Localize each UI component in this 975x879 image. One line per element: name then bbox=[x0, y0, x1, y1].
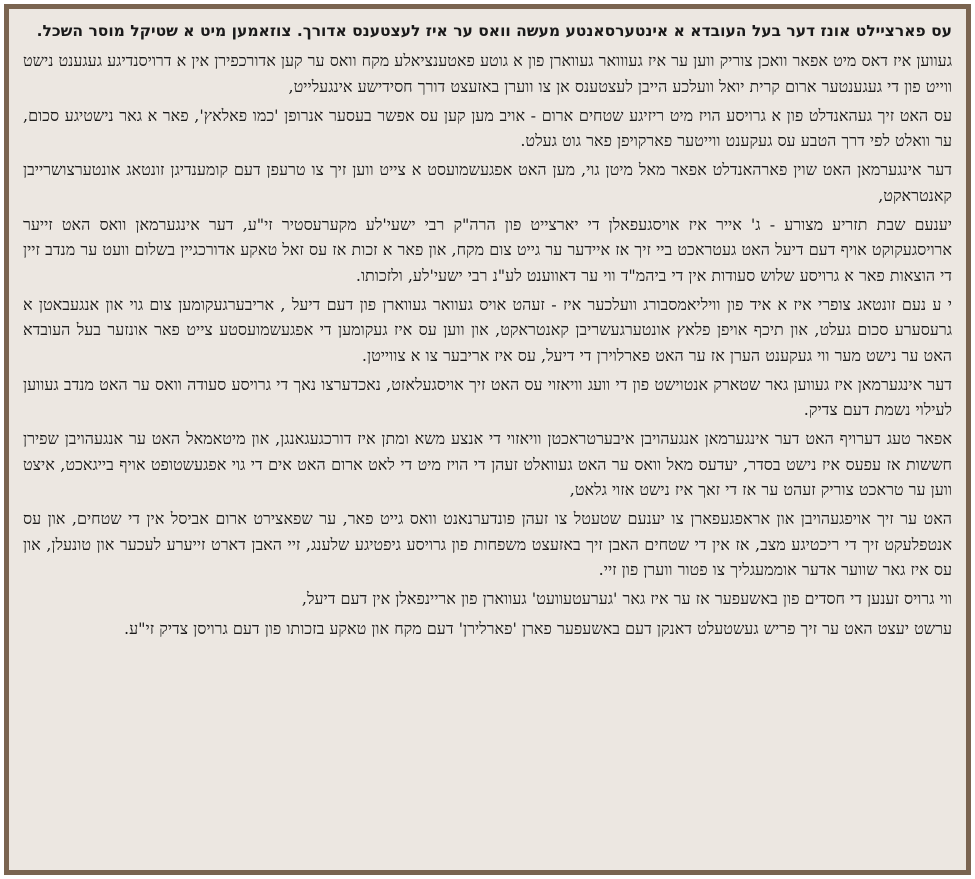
article-lead: עס פארציילט אונז דער בעל העובדא א אינטערסאנטע מעשה וואס ער איז לעצטענס אדורך. צוזאמען מיט א שטיקל מוסר השכל. bbox=[36, 22, 952, 40]
article-paragraph: אפאר טעג דערויף האט דער אינגערמאן אנגעהויבן איבערטראכטן וויאזוי די אנצע משא ומתן איז דורכגעגאנגן, און מיטאמאל האט ער אנגעהויבן שפירן חששות אז עפעס איז נישט בסדר, יעדעס מאל וואס ער האט געוואלט זעהן די הויז מיט די לאט ארום האט אים די גוי אפגעשטופט אויף בייגאכט, איצט ווען ער טראכט צוריק זעהט ער אז די זאך איז נישט אזוי גלאט, bbox=[23, 429, 952, 500]
article-paragraph: האט ער זיך אויפגעהויבן און אראפגעפארן צו יענעם שטעטל צו זעהן פונדערנאנט וואס גייט פאר, ער שפאצירט ארום אביסל אין די שטחים, און עס אנטפלעקט זיך די ריכטיגע מצב, אז אין די שטחים האבן זיך באזעצט משפחות פון גרויסע גיפטיגע שלענג, זיי האבן דארט זייערע לעכער און טונעלן, און עס איז גאר שווער אדער אוממעגליך צו פטור ווערן פון זיי. bbox=[23, 509, 952, 579]
article-paragraph: י ע נעם זונטאג צופרי איז א איד פון וויליאמסבורג וועלכער איז - זעהט אויס געוואר געווארן פון דעם דיעל , אריבערגעקומען צום גוי און אנגעבאטן א גרעסערע סכום געלט, און תיכף אויפן פלאץ אונטערגעשריבן קאנטראקט, און ווען עס איז געקומען די אפגעשמועסטע צייט פאר אונזער בעל העובדא האט ער נישט מער ווי געקענט הערן אז ער האט פארלוירן די דיעל, עס איז אריבער צו א צווייטן. bbox=[23, 294, 953, 365]
article-paragraph: יענעם שבת תזריע מצורע - ג' אייר איז אויסגעפאלן די יארצייט פון הרה"ק רבי ישעי'לע מקערעסטיר זי"ע, דער אינגערמאן וואס האט זייער ארויסגעקוקט אויף דעם דיעל האט געטראכט ביי זיך אז איידער ער גייט צום מקח, און פאר א זכות אז עס זאל טאקע אדורכגיין בשלום וועט ער מנדב זיין די הוצאות פאר א גרויסע שלוש סעודות אין די ביהמ"ד ווי ער דאווענט לע"נ רבי ישעי'לע, ולזכותו. bbox=[23, 215, 952, 285]
article-paragraph: געווען איז דאס מיט אפאר וואכן צוריק ווען ער איז געווואר געווארן פון א גוטע פאטענציאלע מקח וואס ער קען אדורכפירן אין א דרויסנדיגע געגענט נישט ווייט פון די געגענטער ארום קרית יואל וועלכע הייבן לעצטענס אן צו ווערן באזעצט דורך חסידישע אינגעלייט, bbox=[23, 51, 952, 96]
article-paragraph: ערשט יעצט האט ער זיך פריש געשטעלט דאנקן דעם באשעפער פארן 'פארלירן' דעם מקח און טאקע בזכותו פון דעם גרויסן צדיק זי"ע. bbox=[124, 618, 952, 638]
article-paragraph: דער אינגערמאן האט שוין פארהאנדלט אפאר מאל מיטן גוי, מען האט אפגעשמועסט א צייט ווען זיך צו טרעפן דעם קומענדיגן זונטאג אונטערצושרייבן קאנטראקט, bbox=[23, 160, 952, 205]
article-body bbox=[23, 19, 952, 860]
article-paragraph: ווי גרויס זענען די חסדים פון באשעפער אז ער איז גאר 'גערעטעוועט' געווארן פון אריינפאלן אין דעם דיעל, bbox=[301, 589, 952, 609]
article-paragraph: עס האט זיך געהאנדלט פון א גרויסע הויז מיט ריזיגע שטחים ארום - אויב מען קען עס אפשר בעסער אנרופן 'כמו פאלאץ', פאר א גאר נישטיגע סכום, ער וואלט לפי דרך הטבע עס געקענט ווייטער פארקויפן פאר גוט געלט. bbox=[23, 105, 953, 151]
article-paragraph: דער אינגערמאן איז געווען גאר שטארק אנטוישט פון די וועג וויאזוי עס האט זיך אויסגעלאזט, נאכדערצו נאך די גרויסע סעודה וואס ער האט מנדב געווען לעילוי נשמת דעם צדיק. bbox=[23, 374, 952, 420]
article-frame bbox=[4, 4, 971, 875]
